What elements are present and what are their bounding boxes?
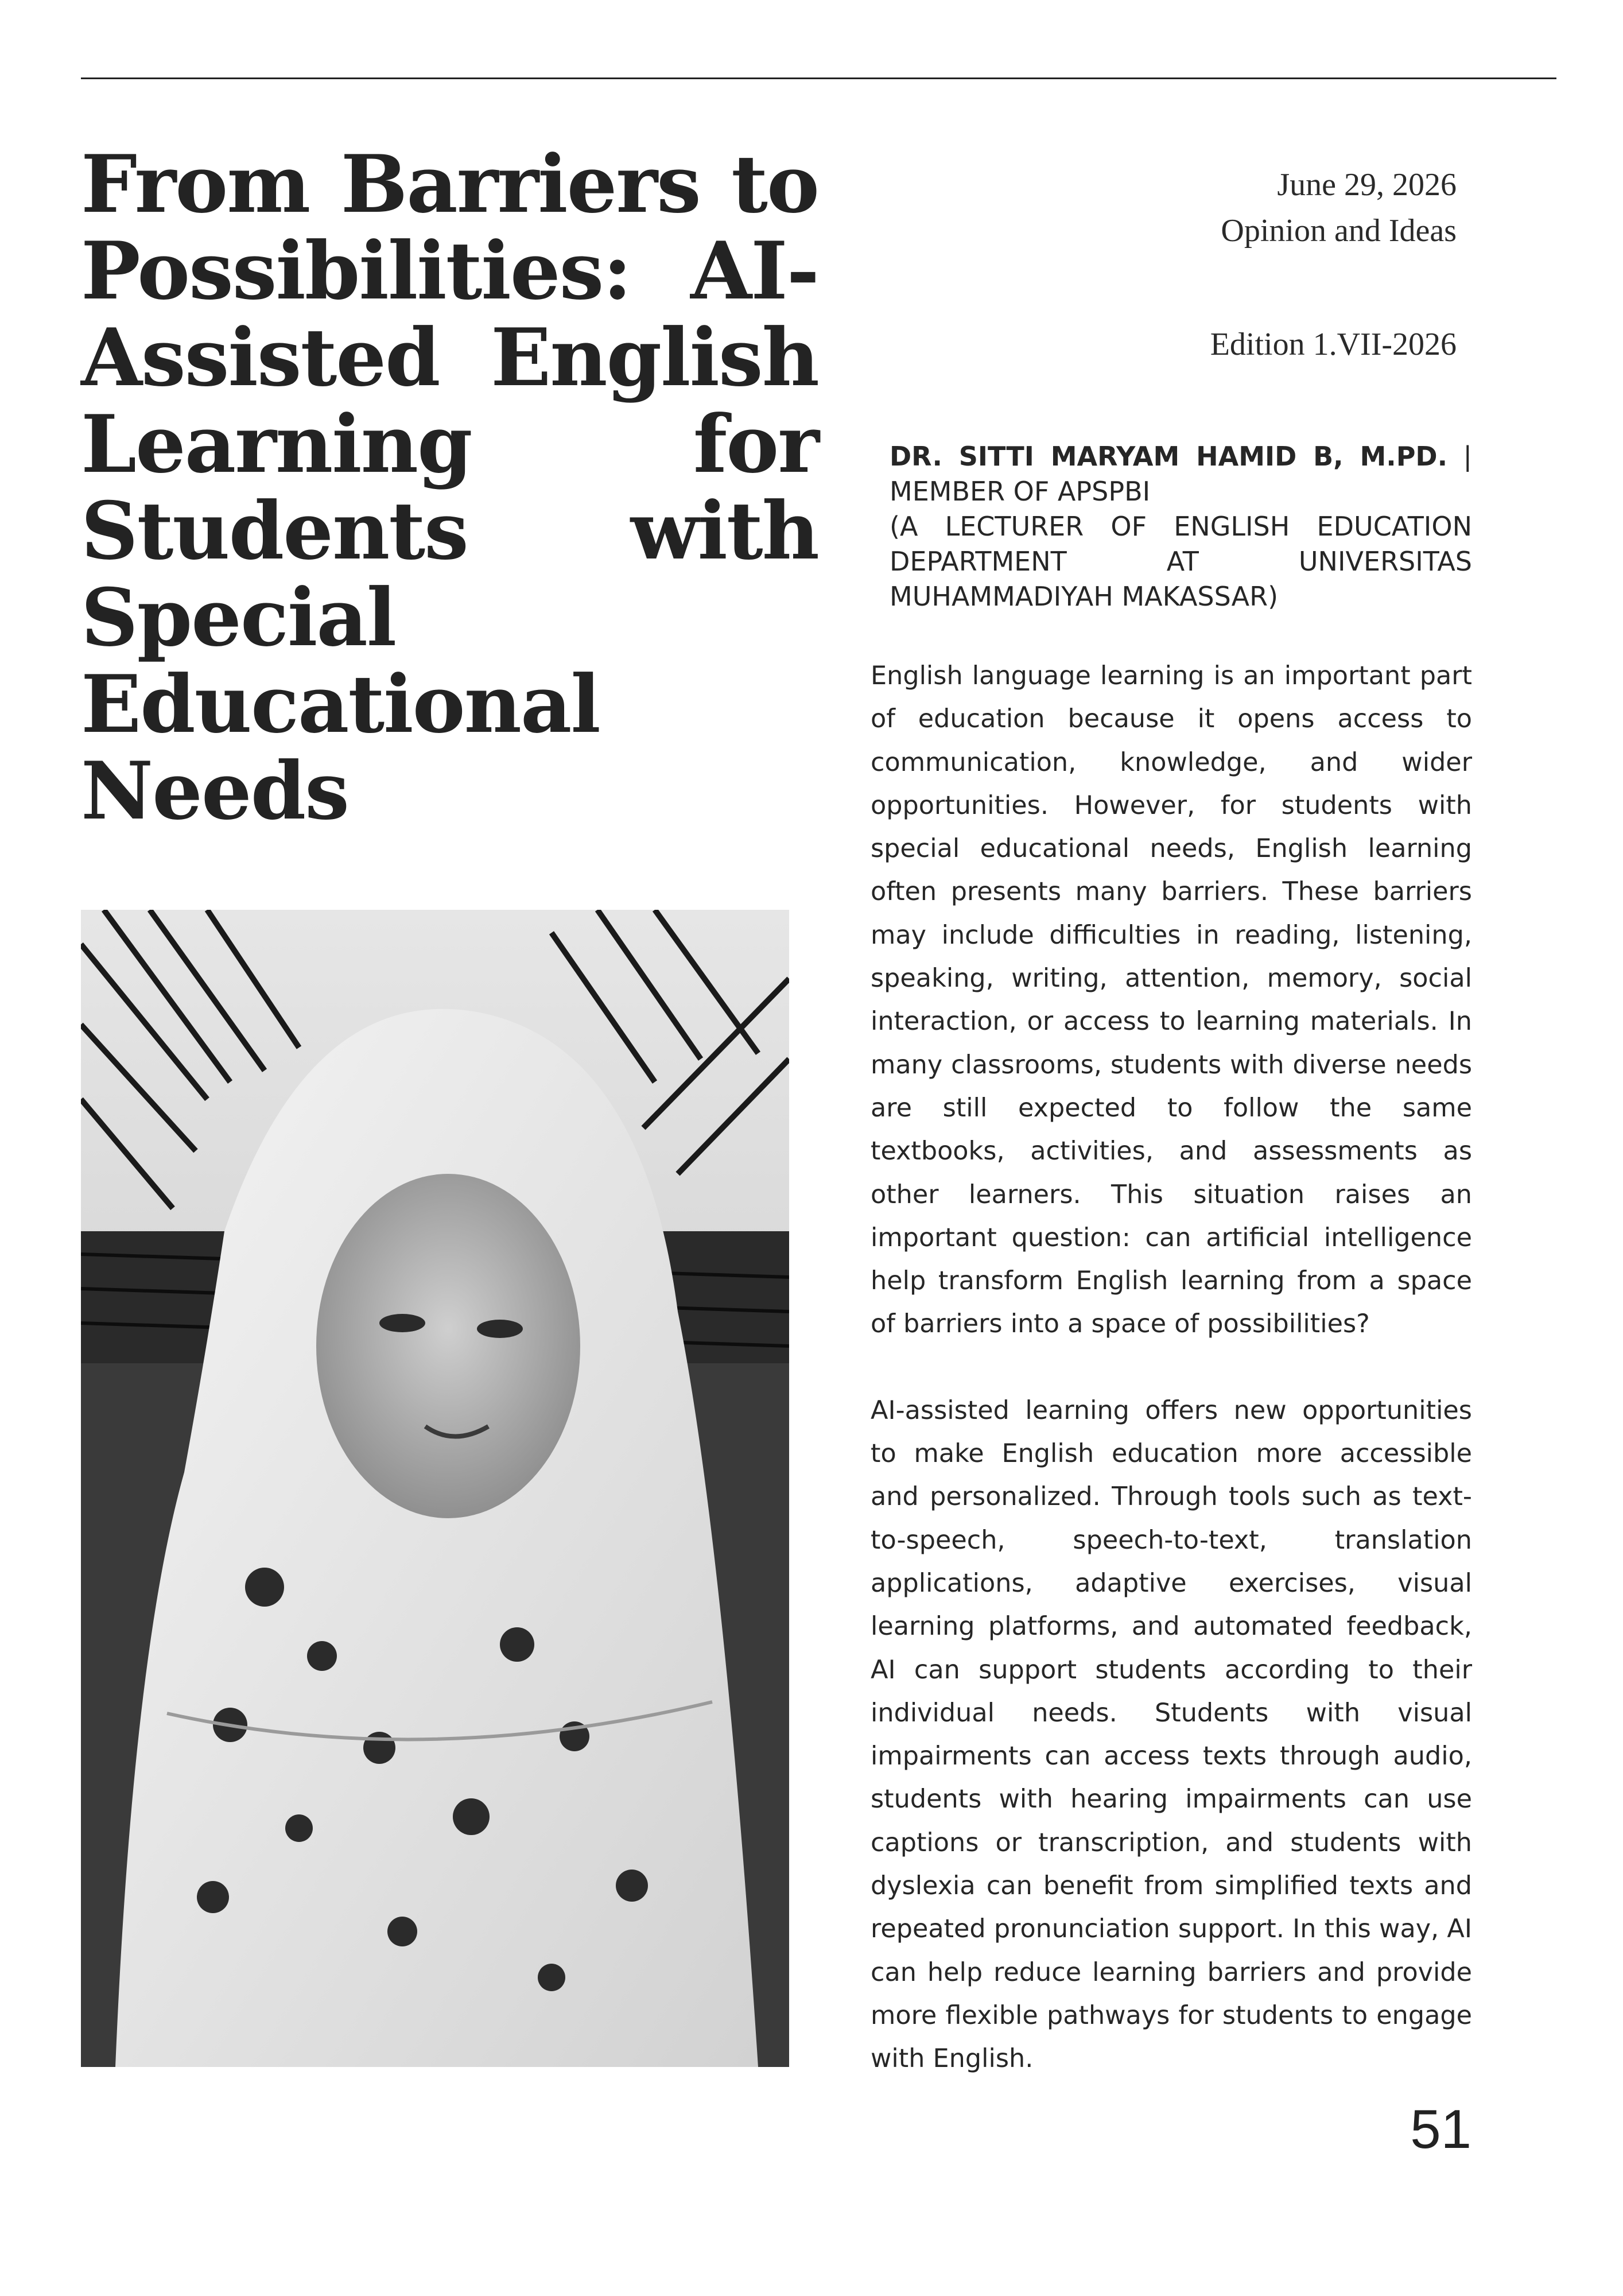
portrait-illustration xyxy=(81,910,789,2067)
header-rule xyxy=(81,77,1556,79)
author-byline xyxy=(890,439,1472,614)
byline-separator: | xyxy=(1447,441,1472,472)
article-body xyxy=(871,654,1472,2124)
author-portrait-photo xyxy=(81,910,789,2067)
byline-line-1 xyxy=(890,439,1472,474)
publication-date: June 29, 2026 xyxy=(1277,167,1457,203)
edition-label: Edition 1.VII-2026 xyxy=(1210,327,1457,362)
section-name: Opinion and Ideas xyxy=(1221,213,1457,249)
article-title: From Barriers to Possibilities: AI-Assisted English Learning for Students with Special Educational Needs xyxy=(81,137,818,837)
author-affiliation-line-1: (A LECTURER OF ENGLISH EDUCATION xyxy=(890,511,1472,542)
author-name: DR. SITTI MARYAM HAMID B, M.PD. xyxy=(890,441,1448,472)
body-paragraph-2: AI-assisted learning offers new opportunities to make English education more accessible and personalized. Through tools such as text-to-speech, speech-to-text, translation applications, adaptive exercises, visual learning platforms, and automated feedback, AI can support students according to their individual needs. Students with visual impairments can access texts through audio, students with hearing impairments can use captions or transcription, and students with dyslexia can benefit from simplified texts and repeated pronunciation support. In this way, AI can help reduce learning barriers and provide more flexible pathways for students to engage with English. xyxy=(871,1395,1472,2074)
author-affiliation-line-2: DEPARTMENT AT UNIVERSITAS xyxy=(890,546,1472,577)
author-affiliation-line-3: MUHAMMADIYAH MAKASSAR) xyxy=(890,581,1279,612)
body-paragraph-1: English language learning is an important part of education because it opens access to communication, knowledge, and wider opportunities. However, for students with special educational needs, English learning often presents many barriers. These barriers may include difficulties in reading, listening, speaking, writing, attention, memory, social interaction, or access to learning materials. In many classrooms, students with diverse needs are still expected to follow the same textbooks, activities, and assessments as other learners. This situation raises an important question: can artificial intelligence help transform English learning from a space of barriers into a space of possibilities? xyxy=(871,661,1472,1339)
author-membership: MEMBER OF APSPBI xyxy=(890,476,1151,507)
page-number: 51 xyxy=(1410,2099,1471,2160)
